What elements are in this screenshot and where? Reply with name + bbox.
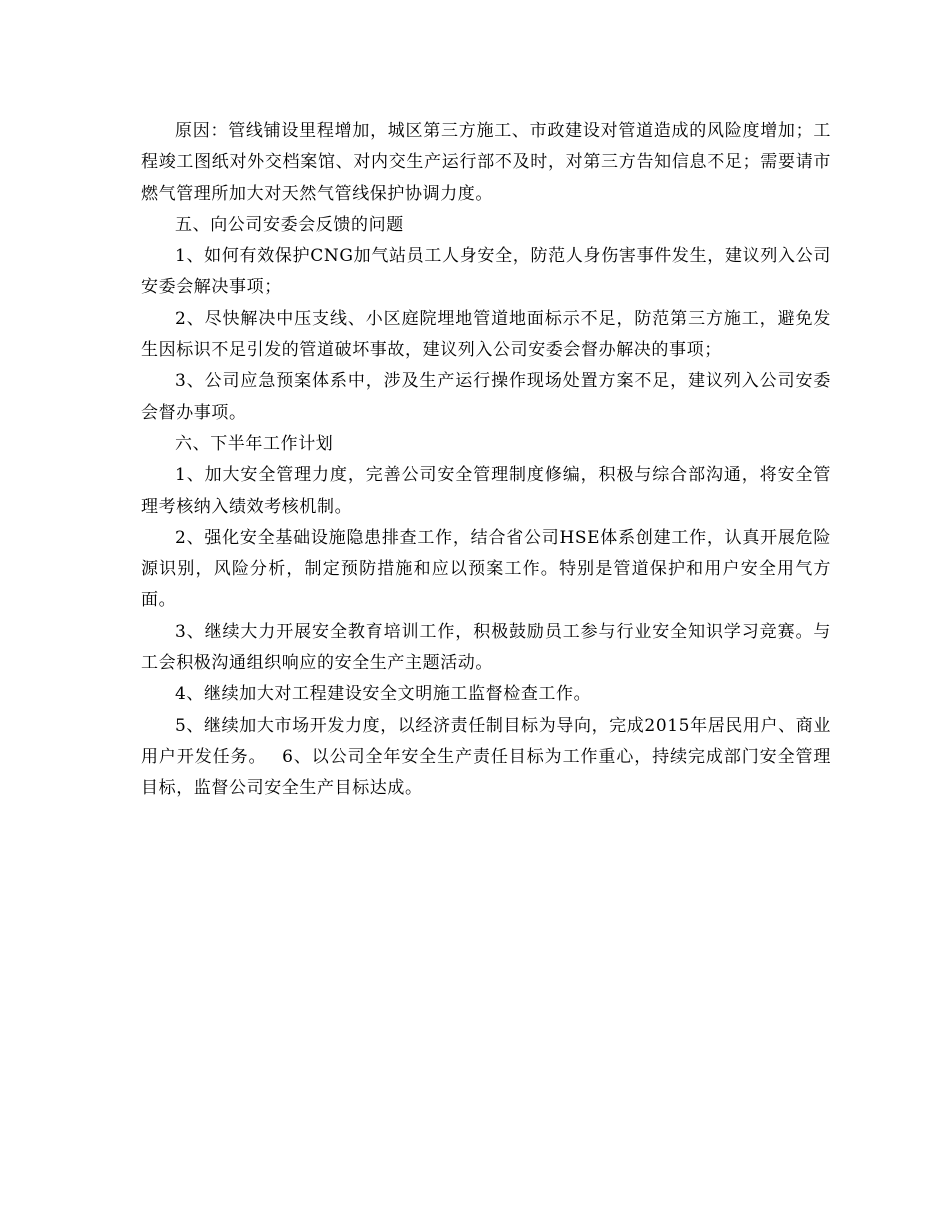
document-body [141, 116, 831, 805]
paragraph-feedback-2: 2、尽快解决中压支线、小区庭院埋地管道地面标示不足，防范第三方施工，避免发生因标识不足引发的管道破坏事故，建议列入公司安委会督办解决的事项； [141, 308, 831, 361]
paragraph-plan-4: 4、继续加大对工程建设安全文明施工监督检查工作。 [175, 684, 592, 705]
paragraph-plan-2: 2、强化安全基础设施隐患排查工作，结合省公司HSE体系创建工作，认真开展危险源识别，风险分析，制定预防措施和应以预案工作。特别是管道保护和用户安全用气方面。 [141, 527, 831, 611]
paragraph-plan-1: 1、加大安全管理力度，完善公司安全管理制度修编，积极与综合部沟通，将安全管理考核纳入绩效考核机制。 [141, 465, 831, 517]
paragraph-feedback-1: 1、如何有效保护CNG加气站员工人身安全，防范人身伤害事件发生，建议列入公司安委会解决事项； [141, 246, 831, 298]
section-heading-feedback: 五、向公司安委会反馈的问题 [175, 214, 404, 235]
paragraph-cause: 原因：管线铺设里程增加，城区第三方施工、市政建设对管道造成的风险度增加；工程竣工图纸对外交档案馆、对内交生产运行部不及时，对第三方告知信息不足；需要请市燃气管理所加大对天然气管线保护协调力度。 [141, 121, 831, 204]
section-heading-plan: 六、下半年工作计划 [175, 433, 334, 454]
paragraph-feedback-3: 3、公司应急预案体系中，涉及生产运行操作现场处置方案不足，建议列入公司安委会督办事项。 [141, 371, 831, 423]
paragraph-plan-3: 3、继续大力开展安全教育培训工作，积极鼓励员工参与行业安全知识学习竞赛。与工会积极沟通组织响应的安全生产主题活动。 [141, 621, 831, 674]
paragraph-plan-5-6: 5、继续加大市场开发力度，以经济责任制目标为导向，完成2015年居民用户、商业用户开发任务。 6、以公司全年安全生产责任目标为工作重心，持续完成部门安全管理目标，监督公司安全生产目标达成。 [141, 715, 831, 799]
